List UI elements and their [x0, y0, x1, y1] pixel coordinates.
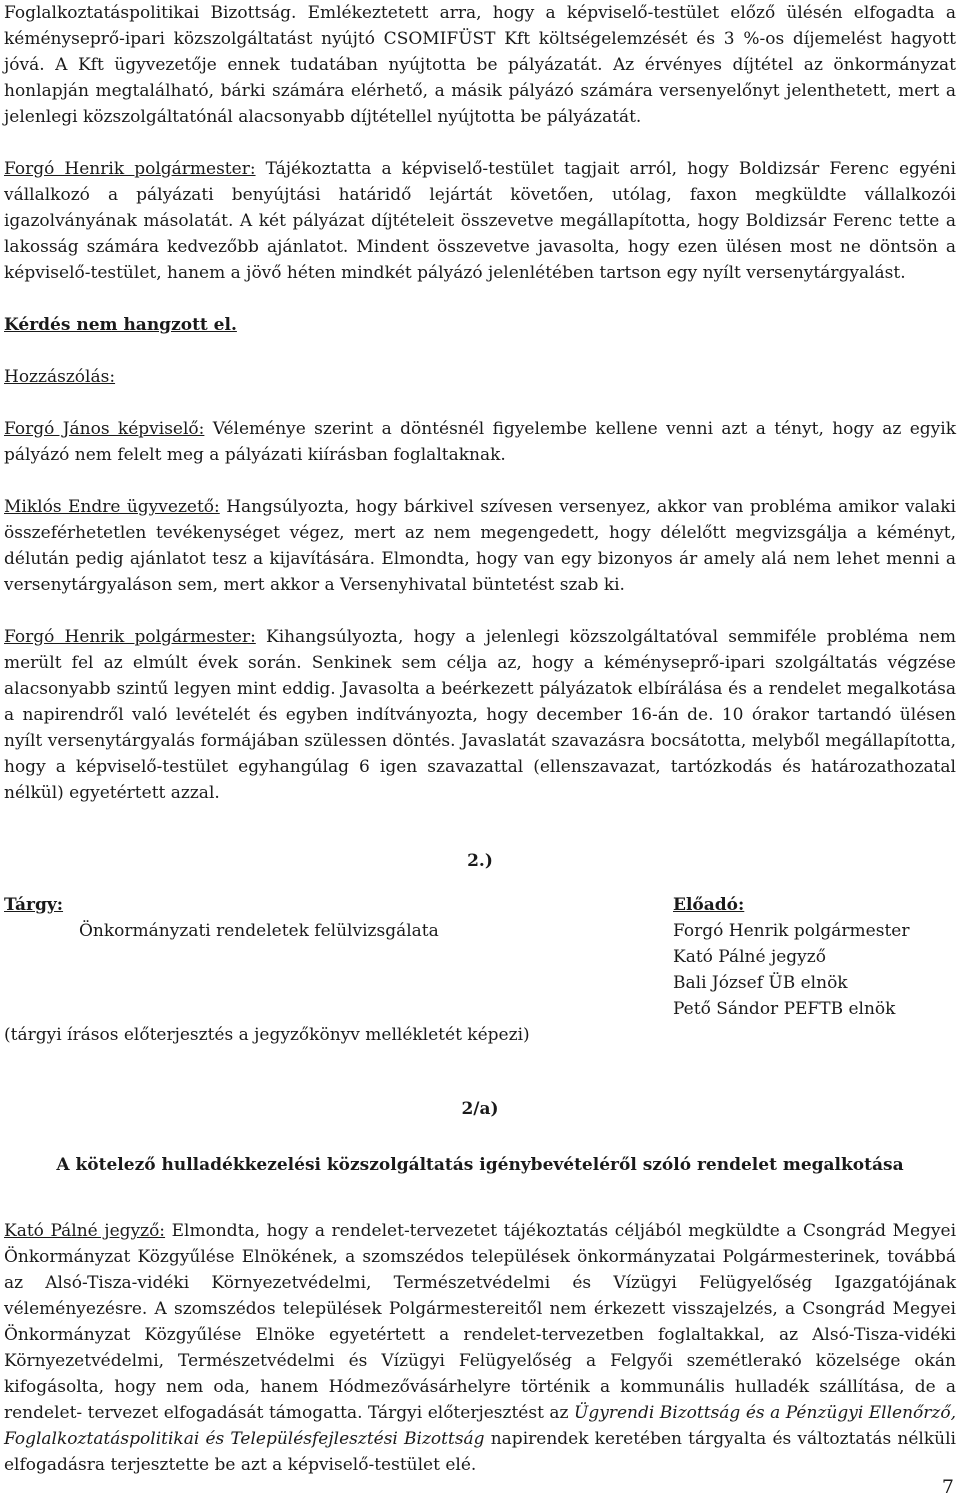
agenda-header	[4, 892, 956, 1074]
subject-label: Tárgy:	[4, 895, 64, 915]
comments-heading: Hozzászólás:	[4, 367, 116, 387]
document-page	[4, 0, 956, 1478]
sub-agenda-number: 2/a)	[461, 1099, 499, 1119]
presenter-item: Kató Pálné jegyző	[673, 947, 826, 967]
subject-column	[4, 892, 564, 1048]
paragraph-janos	[4, 416, 956, 468]
presenter-item: Pető Sándor PEFTB elnök	[673, 999, 896, 1019]
speaker-label: Kató Pálné jegyző:	[4, 1221, 166, 1241]
no-question-note: Kérdés nem hangzott el.	[4, 315, 237, 335]
paragraph-text: Kihangsúlyozta, hogy a jelenlegi közszolgáltatóval semmiféle probléma nem merült fel az elmúlt évek során. Senkinek sem célja az, hogy a kéményseprő-ipari szolgáltatás végzése alacsonyabb szintű legyen mint eddig. Javasolta a beérkezett pályázatok elbírálása és a rendelet megalkotása a napirendről való levételét és egyben indítványozta, hogy december 16-án de. 10 órakor tartandó ülésen nyílt versenytárgyalás formájában szülessen döntés. Javaslatát szavazásra bocsátotta, melyből megállapította, hogy a képviselő-testület egyhangúlag 6 igen szavazattal (ellenszavazat, tartózkodás és határozathozatal nélkül) egyetértett azzal.	[4, 627, 957, 803]
presenter-item: Forgó Henrik polgármester	[673, 921, 910, 941]
presenter-column	[673, 892, 960, 1022]
subject-text: Önkormányzati rendeletek felülvizsgálata	[79, 921, 439, 941]
paragraph-henrik-2	[4, 624, 956, 806]
speaker-label: Forgó Henrik polgármester:	[4, 627, 256, 647]
paragraph-text: Hangsúlyozta, hogy bárkivel szívesen versenyez, akkor van probléma amikor valaki összeférhetetlen tevékenységet végez, mert az nem megengedett, hogy délelőtt megvizsgálja a kéményt, délután pedig ajánlatot tesz a kijavítására. Elmondta, hogy van egy bizonyos ár amely alá nem lehet menni a versenytárgyaláson sem, mert akkor a Versenyhivatal büntetést szab ki.	[4, 497, 956, 595]
paragraph-miklos	[4, 494, 956, 598]
presenter-item: Bali József ÜB elnök	[673, 973, 848, 993]
speaker-label: Forgó János képviselő:	[4, 419, 205, 439]
paragraph-text: Tájékoztatta a képviselő-testület tagjait arról, hogy Boldizsár Ferenc egyéni vállalkozó a pályázati benyújtási határidő lejártát követően, utólag, faxon megküldte vállalkozói igazolványának másolatát. A két pályázat díjtételeit összevetve megállapította, hogy Boldizsár Ferenc tette a lakosság számára kedvezőbb ajánlatot. Mindent összevetve javasolta, hogy ezen ülésen most ne döntsön a képviselő-testület, hanem a jövő héten mindkét pályázó jelenlétében tartson egy nyílt versenytárgyalást.	[4, 159, 956, 283]
paragraph-italic-text: Ügyrendi Bizottság és a Pénzügyi Ellenőrző, Foglalkoztatáspolitikai és Településfejlesztési Bizottság	[4, 1403, 957, 1449]
paragraph-text: Véleménye szerint a döntésnél figyelembe kellene venni azt a tényt, hogy az egyik pályázó nem felelt meg a pályázati kiírásban foglaltaknak.	[4, 419, 956, 465]
subject-note: (tárgyi írásos előterjesztés a jegyzőkönyv mellékletét képezi)	[4, 1025, 530, 1045]
paragraph-kato	[4, 1218, 956, 1478]
agenda-number: 2.)	[467, 851, 493, 871]
sub-agenda-title: A kötelező hulladékkezelési közszolgáltatás igénybevételéről szóló rendelet megalkotása	[56, 1155, 904, 1175]
paragraph-text: napirendek keretében tárgyalta és változtatás nélküli elfogadásra terjesztette be azt a képviselő-testület elé.	[4, 1429, 956, 1475]
paragraph-text: Elmondta, hogy a rendelet-tervezetet tájékoztatás céljából megküldte a Csongrád Megyei Önkormányzat Közgyűlése Elnökének, a szomszédos települések önkormányzatai Polgármesterinek, továbbá az Alsó-Tisza-vidéki Környezetvédelmi, Természetvédelmi és Vízügyi Felügyelőség Igazgatójának véleményezésre. A szomszédos települések Polgármestereitől nem érkezett visszajelzés, a Csongrád Megyei Önkormányzat Közgyűlése Elnöke egyetértett a rendelet-tervezetben foglaltakkal, az Alsó-Tisza-vidéki Környezetvédelmi, Természetvédelmi és Vízügyi Felügyelőség a Felgyői szemétlerakó közelsége okán kifogásolta, hogy nem oda, hanem Hódmezővásárhelyre történik a kommunális hulladék szállítása, de a rendelet- tervezet elfogadását támogatta. Tárgyi előterjesztést az	[4, 1221, 957, 1423]
paragraph-intro	[4, 0, 956, 130]
speaker-label: Miklós Endre ügyvezető:	[4, 497, 220, 517]
speaker-label: Forgó Henrik polgármester:	[4, 159, 256, 179]
page-number: 7	[941, 1476, 954, 1498]
paragraph-text: Foglalkoztatáspolitikai Bizottság. Emlékeztetett arra, hogy a képviselő-testület előző ülésén elfogadta a kéményseprő-ipari közszolgáltatást nyújtó CSOMIFÜST Kft költségelemzését és 3 %-os díjemelést hagyott jóvá. A Kft ügyvezetője ennek tudatában nyújtotta be pályázatát. Az érvényes díjtétel az önkormányzat honlapján megtalálható, bárki számára elérhető, a másik pályázó számára versenyelőnyt jelenthetett, mert a jelenlegi közszolgáltatónál alacsonyabb díjtétellel nyújtotta be pályázatát.	[4, 3, 956, 127]
presenter-label: Előadó:	[673, 895, 745, 915]
paragraph-henrik-1	[4, 156, 956, 286]
